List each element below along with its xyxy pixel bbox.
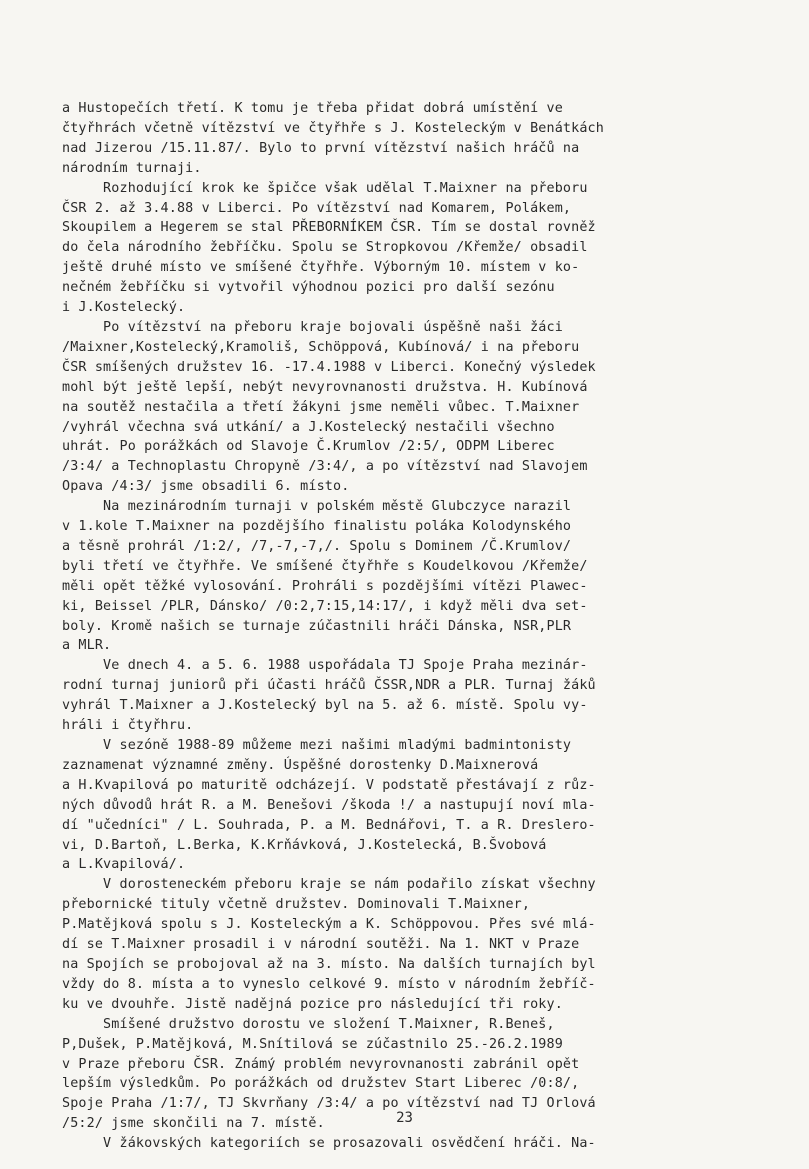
text-line: a MLR. — [62, 638, 112, 654]
text-line: dí "učedníci" / L. Souhrada, P. a M. Bednářovi, T. a R. Dreslero- — [62, 817, 596, 833]
text-line: mohl být ještě lepší, nebýt nevyrovnanosti družstva. H. Kubínová — [62, 379, 588, 395]
text-line: /3:4/ a Technoplastu Chropyně /3:4/, a po vítězství nad Slavojem — [62, 459, 588, 475]
text-line: /vyhrál včechna svá utkání/ a J.Kostelecký nestačili všechno — [62, 419, 555, 435]
text-line: Spoje Praha /1:7/, TJ Skvrňany /3:4/ a po vítězství nad TJ Orlová — [62, 1096, 596, 1112]
text-line: Smíšené družstvo dorostu ve složení T.Maixner, R.Beneš, — [62, 1016, 555, 1032]
text-line: a těsně prohrál /1:2/, /7,-7,-7,/. Spolu s Dominem /Č.Krumlov/ — [62, 538, 572, 554]
text-line: do čela národního žebříčku. Spolu se Stropkovou /Křemže/ obsadil — [62, 240, 588, 256]
text-line: čtyřhrách včetně vítězství ve čtyřhře s J. Kosteleckým v Benátkách — [62, 120, 604, 136]
text-line: /Maixner,Kostelecký,Kramoliš, Schöppová, Kubínová/ i na přeboru — [62, 339, 580, 355]
text-line: Skoupilem a Hegerem se stal PŘEBORNÍKEM ČSR. Tím se dostal rovněž — [62, 220, 596, 236]
text-line: a Hustopečích třetí. K tomu je třeba přidat dobrá umístění ve — [62, 101, 563, 116]
text-line: Rozhodující krok ke špičce však udělal T.Maixner na přeboru — [62, 180, 588, 196]
text-line: na soutěž nestačila a třetí žákyni jsme neměli vůbec. T.Maixner — [62, 399, 580, 415]
text-line: P,Dušek, P.Matějková, M.Snítilová se zúčastnilo 25.-26.2.1989 — [62, 1036, 563, 1052]
text-line: Ve dnech 4. a 5. 6. 1988 uspořádala TJ Spoje Praha mezinár- — [62, 658, 588, 674]
text-line: V dorosteneckém přeboru kraje se nám podařilo získat všechny — [62, 877, 596, 893]
text-line: ku ve dvouhře. Jistě nadějná pozice pro následující tři roky. — [62, 996, 563, 1012]
text-line: ných důvodů hrát R. a M. Benešovi /škoda !/ a nastupují noví mla- — [62, 797, 596, 813]
text-line: a H.Kvapilová po maturitě odcházejí. V podstatě přestávají z růz- — [62, 777, 596, 793]
text-line: nad Jizerou /15.11.87/. Bylo to první vítězství našich hráčů na — [62, 140, 580, 156]
text-line: v Praze přeboru ČSR. Známý problém nevyrovnanosti zabránil opět — [62, 1056, 580, 1072]
text-line: /5:2/ jsme skončili na 7. místě. — [62, 1116, 325, 1132]
text-line: vždy do 8. místa a to vyneslo celkové 9. místo v národním žebříč- — [62, 976, 596, 992]
text-line: byli třetí ve čtyřhře. Ve smíšené čtyřhře s Koudelkovou /Křemže/ — [62, 558, 588, 574]
text-line: Na mezinárodním turnaji v polském městě Glubczyce narazil — [62, 499, 572, 515]
text-line: nečném žebříčku si vytvořil výhodnou pozici pro další sezónu — [62, 280, 555, 296]
text-line: na Spojích se probojoval až na 3. místo. Na dalších turnajích byl — [62, 956, 596, 972]
text-line: P.Matějková spolu s J. Kosteleckým a K. Schöppovou. Přes své mlá- — [62, 917, 596, 933]
text-line: a L.Kvapilová/. — [62, 857, 186, 873]
text-line: Po vítězství na přeboru kraje bojovali úspěšně naši žáci — [62, 319, 563, 335]
text-line: ČSR 2. až 3.4.88 v Liberci. Po vítězství nad Komarem, Polákem, — [62, 200, 572, 216]
text-line: ještě druhé místo ve smíšené čtyřhře. Výborným 10. místem v ko- — [62, 260, 580, 276]
text-line: lepším výsledkům. Po porážkách od družstev Start Liberec /0:8/, — [62, 1076, 580, 1092]
text-line: ki, Beissel /PLR, Dánsko/ /0:2,7:15,14:17/, i když měli dva set- — [62, 598, 588, 614]
text-line: V sezóně 1988-89 můžeme mezi našimi mladými badmintonisty — [62, 738, 572, 753]
text-line: Opava /4:3/ jsme obsadili 6. místo. — [62, 479, 350, 495]
text-line: ČSR smíšených družstev 16. -17.4.1988 v Liberci. Konečný výsledek — [62, 359, 596, 375]
page-number: 23 — [396, 1110, 413, 1126]
text-line: V žákovských kategoriích se prosazovali osvědčení hráči. Na- — [62, 1136, 596, 1152]
text-line: boly. Kromě našich se turnaje zúčastnili hráči Dánska, NSR,PLR — [62, 618, 572, 634]
text-line: zaznamenat významné změny. Úspěšné dorostenky D.Maixnerová — [62, 757, 539, 773]
text-line: vyhrál T.Maixner a J.Kostelecký byl na 5. až 6. místě. Spolu vy- — [62, 698, 588, 714]
text-line: přebornické tituly včetně družstev. Dominovali T.Maixner, — [62, 897, 531, 913]
text-line: i J.Kostelecký. — [62, 300, 186, 316]
body-text — [62, 99, 752, 1154]
text-line: vi, D.Bartoň, L.Berka, K.Krňávková, J.Kostelecká, B.Švobová — [62, 837, 547, 853]
text-line: dí se T.Maixner prosadil i v národní soutěži. Na 1. NKT v Praze — [62, 937, 580, 953]
text-line: uhrát. Po porážkách od Slavoje Č.Krumlov /2:5/, ODPM Liberec — [62, 439, 555, 455]
text-line: národním turnaji. — [62, 160, 202, 176]
text-line: v 1.kole T.Maixner na pozdějšího finalistu poláka Kolodynského — [62, 519, 572, 535]
text-line: hráli i čtyřhru. — [62, 718, 194, 734]
text-line: rodní turnaj juniorů při účasti hráčů ČSSR,NDR a PLR. Turnaj žáků — [62, 678, 596, 694]
text-line: měli opět těžké vylosování. Prohráli s pozdějšími vítězi Plawec- — [62, 578, 588, 594]
